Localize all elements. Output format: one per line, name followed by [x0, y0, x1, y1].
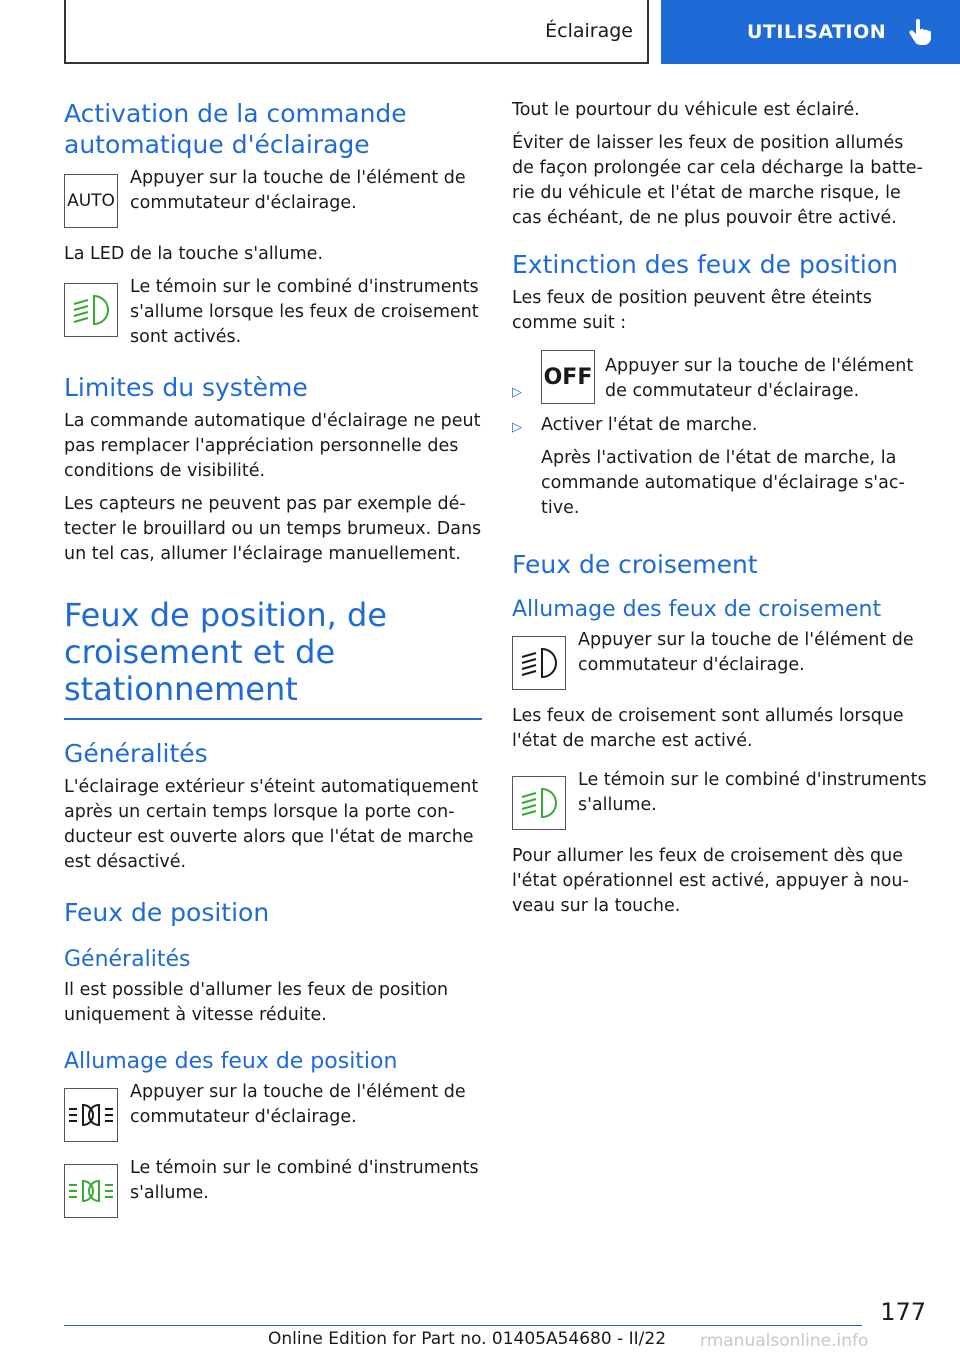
- text-li2: Activer l'état de marche.: [541, 415, 758, 435]
- text-press3: Appuyer sur la touche de l'élément de commutateur d'éclairage.: [578, 630, 914, 675]
- heading-main-feux: Feux de position, de croisement et de stationnement: [64, 596, 387, 708]
- para-parking-light-indicator: [64, 1156, 482, 1218]
- text-press2: Appuyer sur la touche de l'élément de commutateur d'éclairage.: [130, 1082, 466, 1127]
- para-low-beam-button: [512, 628, 928, 690]
- header-chapter-tab[interactable]: [661, 0, 960, 64]
- heading-generalites2: Généralités: [64, 947, 191, 972]
- footer-rule: [64, 1325, 862, 1326]
- text-generalites: L'éclairage extérieur s'éteint automatiquement après un certain temps lorsque la porte conducteur est ouverte alors que l'état de marche est désactivé.: [64, 777, 479, 872]
- para-auto-button: [64, 166, 482, 228]
- text-li2-sub: Après l'activation de l'état de marche, la commande automatique d'éclairage s'active.: [541, 448, 905, 518]
- list-item-etat: [512, 413, 928, 521]
- para-low-beam-indicator: [64, 275, 482, 350]
- para-parking-light-button: [64, 1080, 482, 1142]
- text-eviter: Éviter de laisser les feux de position allumés de façon prolongée car cela décharge la batterie du véhicule et l'état de marche risque, le cas échéant, de ne plus pouvoir être activé.: [512, 133, 923, 228]
- text-allumes: Les feux de croisement sont allumés lorsque l'état de marche est activé.: [512, 706, 904, 751]
- text-pourtour: Tout le pourtour du véhicule est éclairé.: [512, 100, 860, 120]
- pointing-hand-icon: [908, 19, 932, 45]
- page-number: 177: [880, 1298, 926, 1326]
- heading-rule: [64, 718, 482, 720]
- text-temoin3: Le témoin sur le combiné d'instruments s'allume.: [578, 770, 927, 815]
- header-section-box: [64, 0, 649, 64]
- text-li1: Appuyer sur la touche de l'élément de commutateur d'éclairage.: [605, 356, 914, 401]
- text-limites1: La commande automatique d'éclairage ne peut pas remplacer l'appréciation personnelle des conditions de visibilité.: [64, 411, 481, 481]
- left-column: [64, 98, 482, 1232]
- off-button-icon: [541, 350, 595, 404]
- para-low-beam-indicator-2: [512, 768, 928, 830]
- text-limites2: Les capteurs ne peuvent pas par exemple détecter le brouillard ou un temps brumeux. Dans un tel cas, allumer l'éclairage manuellement.: [64, 494, 482, 564]
- low-beam-indicator-icon: [64, 283, 118, 337]
- list-item-off: [512, 350, 928, 405]
- triangle-bullet-icon: ▷: [512, 385, 522, 400]
- header-section-title: Éclairage: [545, 20, 633, 42]
- watermark: rmanualsonline.info: [700, 1331, 869, 1351]
- heading-allumage-position: Allumage des feux de position: [64, 1049, 398, 1074]
- header-chapter-title: UTILISATION: [747, 21, 887, 43]
- text-temoin1: Le témoin sur le combiné d'instruments s'allume lorsque les feux de croisement sont activés.: [130, 277, 479, 347]
- text-temoin2: Le témoin sur le combiné d'instruments s'allume.: [130, 1158, 479, 1203]
- text-press1: Appuyer sur la touche de l'élément de commutateur d'éclairage.: [130, 168, 466, 213]
- heading-croisement: Feux de croisement: [512, 550, 758, 579]
- heading-extinction: Extinction des feux de position: [512, 250, 898, 279]
- low-beam-indicator-icon-2: [512, 776, 566, 830]
- right-column: [512, 98, 928, 927]
- text-pour-allumer: Pour allumer les feux de croisement dès que l'état opérationnel est activé, appuyer à nouveau sur la touche.: [512, 846, 909, 916]
- auto-label: AUTO: [67, 191, 115, 211]
- text-led: La LED de la touche s'allume.: [64, 244, 324, 264]
- parking-light-indicator-icon: [64, 1164, 118, 1218]
- low-beam-button-icon: [512, 636, 566, 690]
- text-generalites2: Il est possible d'allumer les feux de position uniquement à vitesse réduite.: [64, 980, 449, 1025]
- heading-allumage-croisement: Allumage des feux de croisement: [512, 597, 882, 622]
- triangle-bullet-icon: ▷: [512, 420, 522, 435]
- off-label: OFF: [543, 364, 593, 390]
- auto-button-icon: [64, 174, 118, 228]
- footer-edition: Online Edition for Part no. 01405A54680 - II/22: [268, 1329, 667, 1349]
- parking-light-button-icon: [64, 1088, 118, 1142]
- heading-generalites: Généralités: [64, 739, 208, 768]
- text-eteints: Les feux de position peuvent être éteints comme suit :: [512, 288, 872, 333]
- heading-limites: Limites du système: [64, 373, 308, 402]
- heading-feux-position: Feux de position: [64, 898, 270, 927]
- heading-activation: Activation de la commande automatique d'éclairage: [64, 99, 407, 159]
